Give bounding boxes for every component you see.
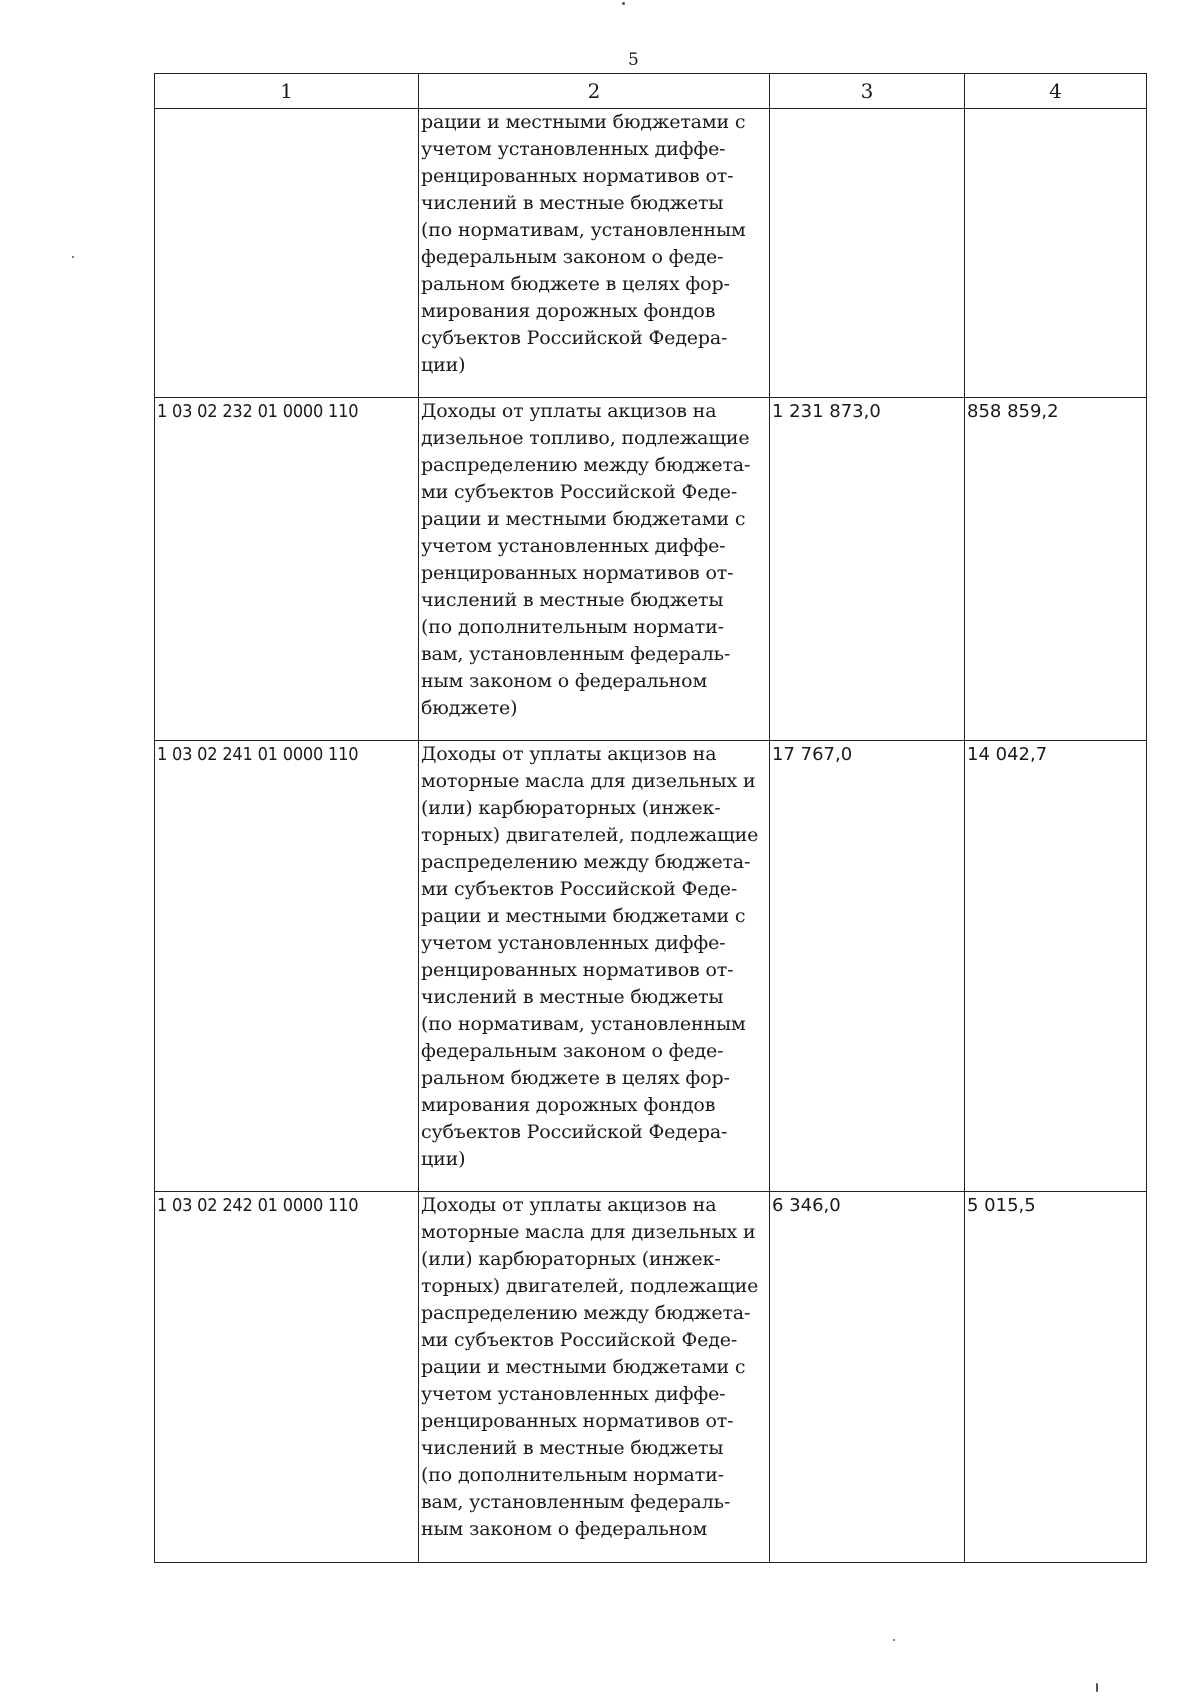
value-cell-col3: 1 231 873,0 bbox=[770, 398, 965, 741]
description-line: распределению между бюджета- bbox=[421, 1302, 751, 1324]
description-line: (по дополнительным нормати- bbox=[421, 616, 724, 638]
description-line: субъектов Российской Федера- bbox=[421, 327, 728, 349]
description-line: ральном бюджете в целях фор- bbox=[421, 273, 730, 295]
description-line: (или) карбюраторных (инжек- bbox=[421, 1248, 721, 1270]
description-line: мирования дорожных фондов bbox=[421, 300, 716, 322]
description-line: (по нормативам, установленным bbox=[421, 1013, 746, 1035]
description-line: рации и местными бюджетами с bbox=[421, 905, 746, 927]
budget-code-cell: 1 03 02 232 01 0000 110 bbox=[155, 398, 419, 741]
description-line: ренцированных нормативов от- bbox=[421, 165, 734, 187]
description-line: моторные масла для дизельных и bbox=[421, 1221, 756, 1243]
description-line: ренцированных нормативов от- bbox=[421, 562, 734, 584]
description-cell bbox=[419, 1192, 770, 1563]
column-header-1: 1 bbox=[155, 74, 419, 109]
description-cell bbox=[419, 398, 770, 741]
budget-code-cell: 1 03 02 241 01 0000 110 bbox=[155, 741, 419, 1192]
value-cell-col4: 14 042,7 bbox=[965, 741, 1147, 1192]
description-line: числений в местные бюджеты bbox=[421, 192, 724, 214]
description-line: числений в местные бюджеты bbox=[421, 589, 724, 611]
scan-speck bbox=[622, 2, 625, 5]
description-line: ным законом о федеральном bbox=[421, 1518, 708, 1540]
scan-speck bbox=[72, 256, 74, 258]
description-line: торных) двигателей, подлежащие bbox=[421, 1275, 759, 1297]
description-line: учетом установленных диффе- bbox=[421, 138, 726, 160]
value-cell-col3 bbox=[770, 109, 965, 398]
description-line: ми субъектов Российской Феде- bbox=[421, 1329, 738, 1351]
description-line: дизельное топливо, подлежащие bbox=[421, 427, 750, 449]
description-line: учетом установленных диффе- bbox=[421, 1383, 726, 1405]
description-line: рации и местными бюджетами с bbox=[421, 1356, 746, 1378]
value-cell-col4: 858 859,2 bbox=[965, 398, 1147, 741]
table-row bbox=[155, 1192, 1147, 1563]
budget-code-cell: 1 03 02 242 01 0000 110 bbox=[155, 1192, 419, 1563]
description-line: Доходы от уплаты акцизов на bbox=[421, 743, 717, 765]
description-line: (или) карбюраторных (инжек- bbox=[421, 797, 721, 819]
table-row bbox=[155, 109, 1147, 398]
description-line: моторные масла для дизельных и bbox=[421, 770, 756, 792]
description-line: распределению между бюджета- bbox=[421, 454, 751, 476]
revenue-table bbox=[154, 73, 1147, 1563]
description-line: рации и местными бюджетами с bbox=[421, 508, 746, 530]
column-header-4: 4 bbox=[965, 74, 1147, 109]
description-line: субъектов Российской Федера- bbox=[421, 1121, 728, 1143]
description-line: ренцированных нормативов от- bbox=[421, 959, 734, 981]
description-line: числений в местные бюджеты bbox=[421, 986, 724, 1008]
description-line: числений в местные бюджеты bbox=[421, 1437, 724, 1459]
budget-code-cell bbox=[155, 109, 419, 398]
table-row bbox=[155, 398, 1147, 741]
description-line: учетом установленных диффе- bbox=[421, 932, 726, 954]
description-line: ренцированных нормативов от- bbox=[421, 1410, 734, 1432]
description-line: федеральным законом о феде- bbox=[421, 1040, 724, 1062]
description-line: (по дополнительным нормати- bbox=[421, 1464, 724, 1486]
description-line: (по нормативам, установленным bbox=[421, 219, 746, 241]
scan-speck bbox=[1096, 1683, 1098, 1692]
description-line: ральном бюджете в целях фор- bbox=[421, 1067, 730, 1089]
value-cell-col4: 5 015,5 bbox=[965, 1192, 1147, 1563]
value-cell-col3: 6 346,0 bbox=[770, 1192, 965, 1563]
description-line: учетом установленных диффе- bbox=[421, 535, 726, 557]
description-line: вам, установленным федераль- bbox=[421, 643, 731, 665]
description-line: торных) двигателей, подлежащие bbox=[421, 824, 759, 846]
description-line: ции) bbox=[421, 354, 466, 376]
value-cell-col3: 17 767,0 bbox=[770, 741, 965, 1192]
description-line: ми субъектов Российской Феде- bbox=[421, 878, 738, 900]
description-line: федеральным законом о феде- bbox=[421, 246, 724, 268]
value-cell-col4 bbox=[965, 109, 1147, 398]
description-line: ции) bbox=[421, 1148, 466, 1170]
description-line: распределению между бюджета- bbox=[421, 851, 751, 873]
description-cell bbox=[419, 109, 770, 398]
description-line: ным законом о федеральном bbox=[421, 670, 708, 692]
description-cell bbox=[419, 741, 770, 1192]
description-line: ми субъектов Российской Феде- bbox=[421, 481, 738, 503]
description-line: рации и местными бюджетами с bbox=[421, 111, 746, 133]
table-row bbox=[155, 741, 1147, 1192]
description-line: Доходы от уплаты акцизов на bbox=[421, 1194, 717, 1216]
description-line: бюджете) bbox=[421, 697, 518, 719]
page-number: 5 bbox=[628, 50, 639, 70]
column-header-3: 3 bbox=[770, 74, 965, 109]
description-line: Доходы от уплаты акцизов на bbox=[421, 400, 717, 422]
scan-speck bbox=[893, 1639, 895, 1641]
table-header-row bbox=[155, 74, 1147, 109]
column-header-2: 2 bbox=[419, 74, 770, 109]
description-line: вам, установленным федераль- bbox=[421, 1491, 731, 1513]
description-line: мирования дорожных фондов bbox=[421, 1094, 716, 1116]
